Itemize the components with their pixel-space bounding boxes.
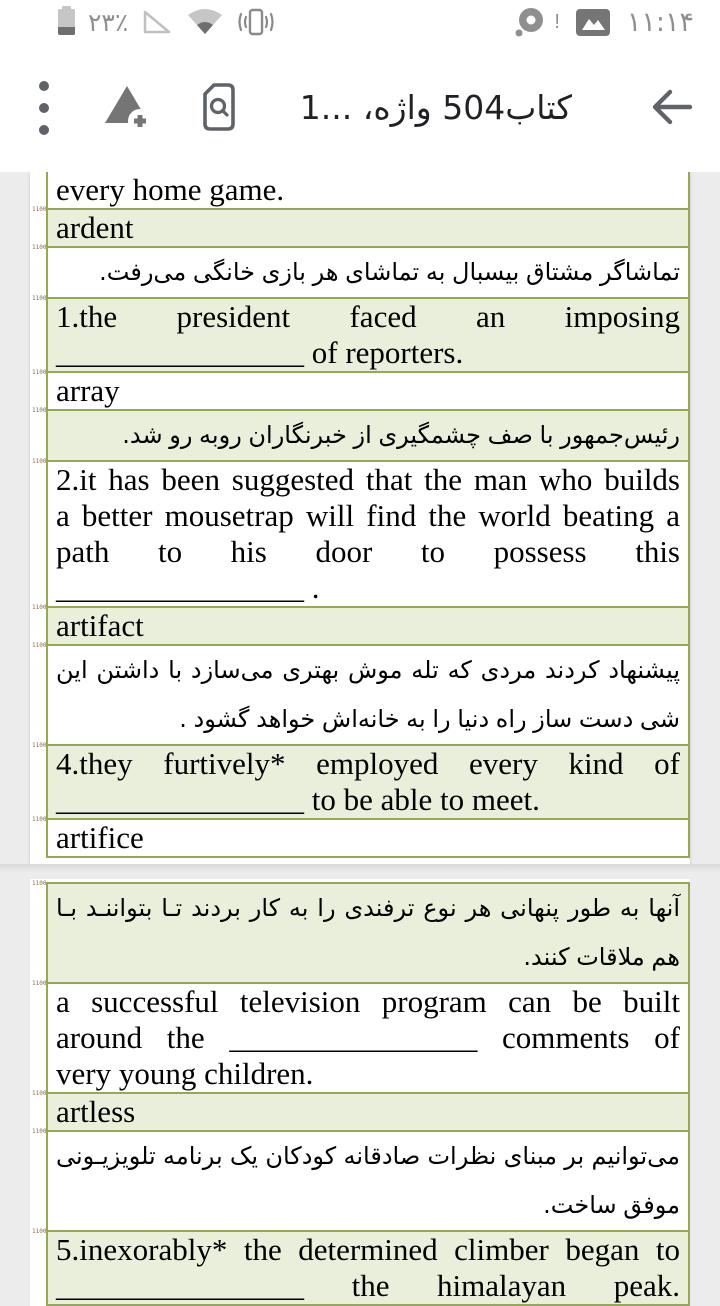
table-cell-line: شی دست ساز راه دنیا را به خانه‌اش خواهد گشود . [179, 705, 680, 733]
table-cell-line: 2.it has been suggested that the man who builds [56, 462, 680, 497]
row-marker: 1100 [32, 1090, 47, 1097]
table-cell-line: 4.they furtively* employed every kind of [56, 746, 680, 781]
table-cell-line: ________________ of reporters. [56, 335, 464, 370]
table-cell-line: around the ________________ comments of [56, 1020, 680, 1055]
table-row [32, 206, 688, 248]
table-row [32, 642, 688, 746]
status-icons-right [514, 0, 694, 44]
table-cell-line: رئیس‌جمهور با صف چشمگیری از خبرنگاران روبه رو شد. [122, 421, 680, 449]
back-button[interactable] [648, 86, 694, 131]
table-cell-line: every home game. [56, 172, 285, 207]
document-scroll-area[interactable] [0, 172, 720, 1303]
row-marker: 1100 [32, 458, 47, 465]
table-cell-line: artless [56, 1094, 136, 1129]
table-row [32, 1090, 688, 1132]
row-marker: 1100 [32, 880, 47, 887]
table-cell-line: very young children. [56, 1056, 314, 1091]
row-marker: 1100 [32, 742, 47, 749]
row-marker: 1100 [32, 369, 47, 376]
table-cell-line: path to his door to possess this [56, 534, 680, 569]
table-row [32, 295, 688, 373]
table-cell-line: پیشنهاد کردند مردی که تله موش بهتری می‌سازد با داشتن این [56, 656, 680, 684]
notification-exclamation: ! [554, 10, 560, 33]
battery-percent: ۲۳٪ [88, 7, 129, 37]
table-cell-line: ardent [56, 210, 134, 245]
table-row [32, 742, 688, 820]
row-marker: 1100 [32, 980, 47, 987]
table-row [32, 604, 688, 646]
table-cell-line: a successful television program can be built [56, 984, 680, 1019]
row-marker: 1100 [32, 642, 47, 649]
find-in-file-button[interactable] [198, 80, 240, 137]
record-notification-icon [514, 6, 548, 38]
document-page-1 [30, 172, 690, 864]
add-to-drive-button[interactable] [100, 82, 156, 137]
document-title: کتاب504 واژه، ...1 [299, 88, 572, 127]
drive-add-icon [100, 82, 156, 134]
status-bar [0, 0, 720, 44]
table-row [32, 1128, 688, 1232]
row-marker: 1100 [32, 295, 47, 302]
table-row [32, 980, 688, 1094]
table-cell-line: artifice [56, 820, 144, 855]
battery-icon [58, 9, 75, 35]
table-cell-line: 1.the president faced an imposing [56, 299, 680, 334]
row-marker: 1100 [32, 1128, 47, 1135]
table-cell-line: 5.inexorably* the determined climber began to [56, 1232, 680, 1267]
table-cell-line: تماشاگر مشتاق بیسبال به تماشای هر بازی خانگی می‌رفت. [99, 258, 680, 286]
table-row [32, 458, 688, 608]
clock: ۱۱:۱۴ [626, 6, 694, 38]
table-cell-line: array [56, 373, 120, 408]
toolbar [0, 44, 720, 172]
vocab-table-page-2 [32, 880, 690, 1306]
table-cell-line: ________________ the himalayan peak. [56, 1268, 680, 1303]
photo-notification-icon [575, 7, 612, 38]
table-cell-line: موفق ساخت. [543, 1191, 680, 1219]
vibrate-icon [237, 6, 275, 38]
row-marker: 1100 [32, 816, 47, 823]
overflow-menu-button[interactable] [36, 81, 52, 135]
row-marker: 1100 [32, 206, 47, 213]
table-row [32, 880, 688, 984]
table-row [32, 407, 688, 462]
table-cell-line: می‌توانیم بر مبنای نظرات صادقانه کودکان یک برنامه تلویزیـونی [56, 1142, 680, 1170]
table-cell-line: ________________ . [56, 570, 320, 605]
wifi-weak-icon [186, 7, 224, 37]
page-break [0, 864, 720, 879]
table-cell-line: آنها به طور پنهانی هر نوع ترفندی را به کار بردند تـا بتواننـد بـا [56, 894, 680, 922]
table-row [32, 816, 688, 858]
table-cell-line: a better mousetrap will find the world beating a [56, 498, 680, 533]
vocab-table-page-1 [32, 172, 690, 858]
row-marker: 1100 [32, 1228, 47, 1235]
find-in-page-icon [198, 80, 240, 134]
table-cell-line: artifact [56, 608, 144, 643]
table-row [32, 1228, 688, 1306]
table-row [48, 172, 688, 210]
status-icons-left [58, 0, 275, 44]
row-marker: 1100 [32, 604, 47, 611]
table-row [32, 369, 688, 411]
back-arrow-icon [648, 86, 694, 128]
table-cell-line: ________________ to be able to meet. [56, 782, 540, 817]
table-row [32, 244, 688, 299]
document-page-2 [30, 879, 690, 1306]
row-marker: 1100 [32, 244, 47, 251]
table-cell-line: هم ملاقات کنند. [523, 943, 680, 971]
cell-signal-empty-icon [141, 8, 173, 36]
row-marker: 1100 [32, 407, 47, 414]
